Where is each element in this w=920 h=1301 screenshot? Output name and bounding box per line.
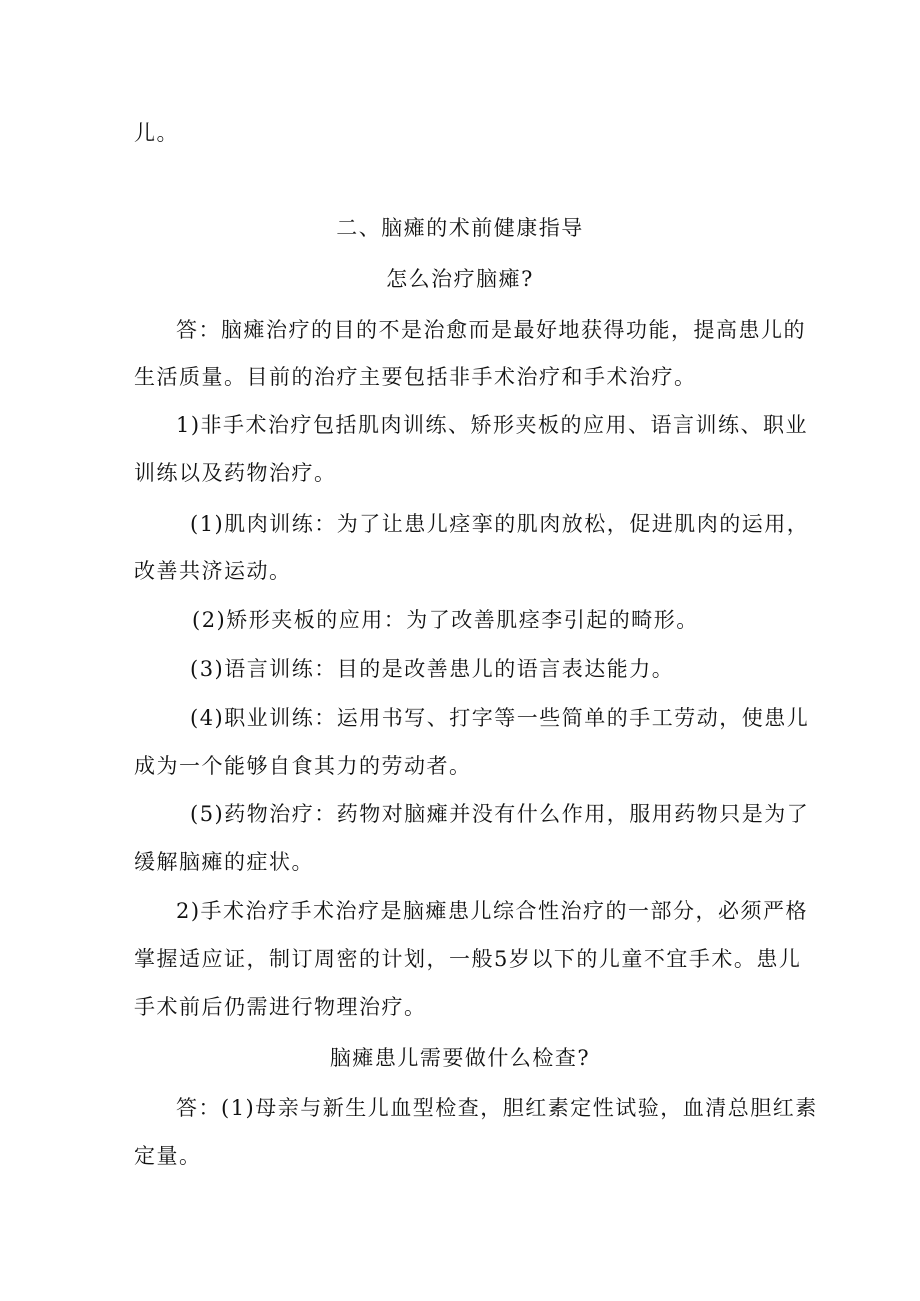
item-nonsurgical-line: 1)非手术治疗包括肌肉训练、矫形夹板的应用、语言训练、职业 [176,413,809,437]
question-heading-treatment: 怎么治疗脑瘫? [386,267,534,291]
item-surgical-line: 2)手术治疗手术治疗是脑瘫患儿综合性治疗的一部分，必须严格 [176,899,809,923]
answer-exams-line: 定量。 [134,1144,202,1168]
subitem-vocational-line: (4)职业训练：运用书写、打字等一些简单的手工劳动，使患儿 [190,706,810,730]
subitem-speech-line: (3)语言训练：目的是改善患儿的语言表达能力。 [190,657,675,681]
item-surgical-line: 掌握适应证，制订周密的计划，一般5岁以下的儿童不宜手术。患儿 [134,947,802,971]
subitem-muscle-training-line: 改善共济运动。 [134,559,292,583]
answer-paragraph-line: 答：脑瘫治疗的目的不是治愈而是最好地获得功能，提高患儿的 [176,318,806,342]
question-heading-exams: 脑瘫患儿需要做什么检查? [329,1046,591,1070]
item-surgical-line: 手术前后仍需进行物理治疗。 [134,995,427,1019]
subitem-muscle-training-line: (1)肌肉训练：为了让患儿痉挛的肌肉放松，促进肌肉的运用， [190,512,810,536]
section-heading: 二、脑瘫的术前健康指导 [336,216,584,240]
item-nonsurgical-line: 训练以及药物治疗。 [134,461,337,485]
subitem-drug-line: 缓解脑瘫的症状。 [134,850,314,874]
subitem-drug-line: (5)药物治疗：药物对脑瘫并没有什么作用，服用药物只是为了 [190,802,810,826]
text-line-continuation: 儿。 [134,121,179,145]
subitem-splint-line: (2)矫形夹板的应用：为了改善肌痉李引起的畸形。 [192,608,699,632]
answer-paragraph-line: 生活质量。目前的治疗主要包括非手术治疗和手术治疗。 [134,365,697,389]
subitem-vocational-line: 成为一个能够自食其力的劳动者。 [134,754,472,778]
answer-exams-line: 答：(1)母亲与新生儿血型检查，胆红素定性试验，血清总胆红素 [176,1096,818,1120]
